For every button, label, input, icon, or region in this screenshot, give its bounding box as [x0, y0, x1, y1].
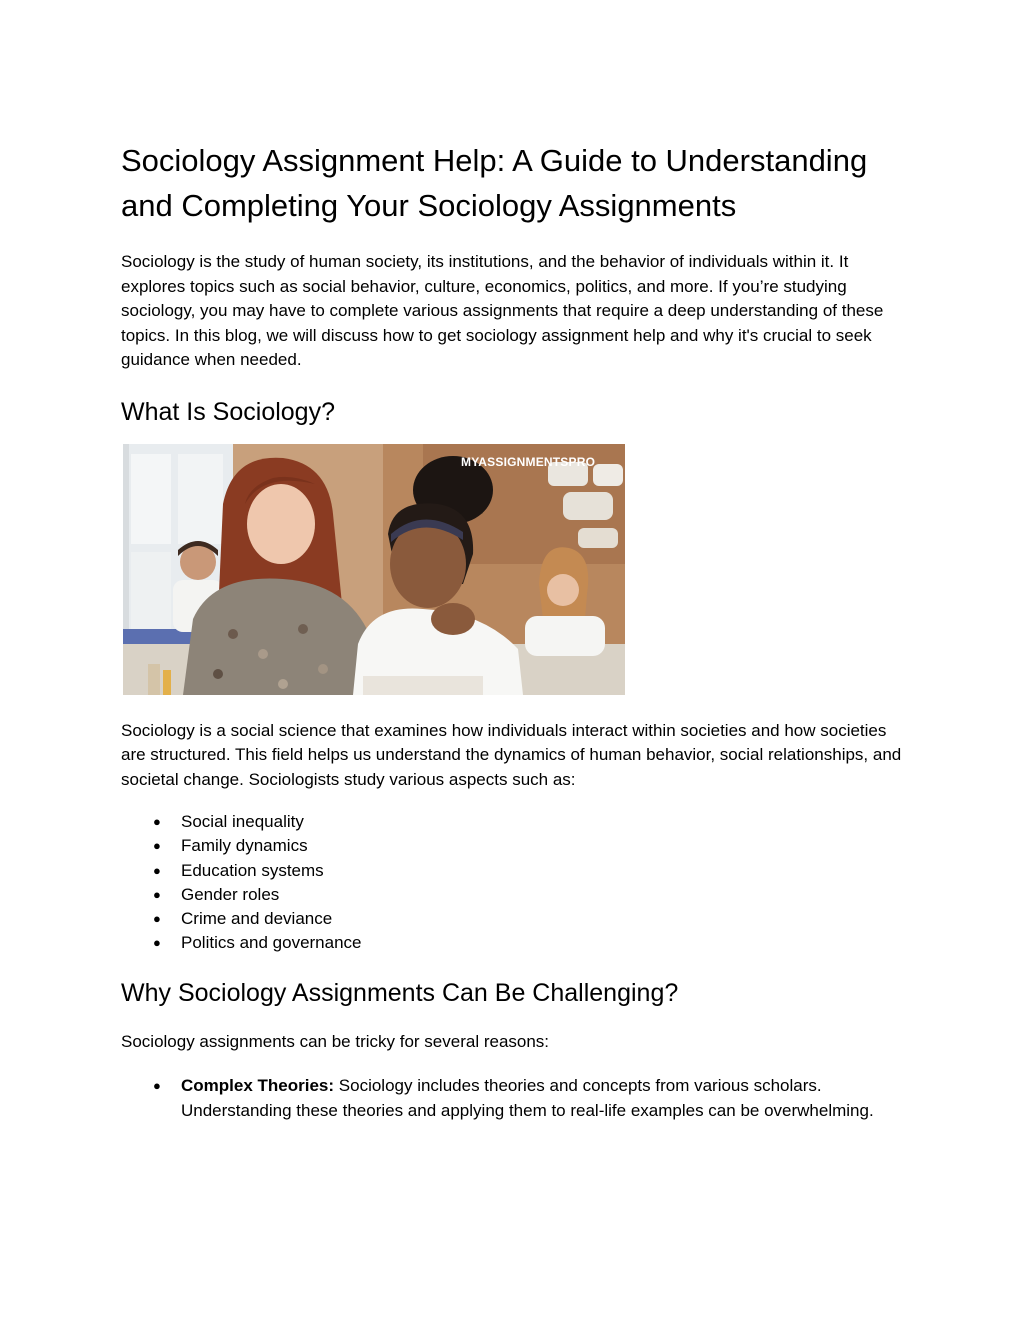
challenges-list [121, 1074, 911, 1123]
list-item-term: Complex Theories: [181, 1076, 335, 1096]
why-challenging-paragraph: Sociology assignments can be tricky for several reasons: [121, 1031, 550, 1051]
bullet-icon: ● [153, 814, 161, 829]
sociology-aspects-list [121, 810, 911, 956]
list-item: ● Family dynamics [121, 834, 911, 858]
document-page [121, 138, 911, 1123]
intro-paragraph: Sociology is the study of human society, its institutions, and the behavior of individuals within it. It explores topics such as social behavior, culture, economics, politics, and more. If you’re studying sociology, you may have to complete various assignments that require a deep understanding of these topics. In this blog, we will discuss how to get sociology assignment help and why it's crucial to seek guidance when needed. [121, 252, 884, 369]
image-watermark: MYASSIGNMENTSPRO [461, 454, 596, 469]
list-item: ● Social inequality [121, 810, 911, 834]
bullet-icon: ● [153, 862, 161, 878]
bullet-icon: ● [153, 838, 161, 854]
list-item: ● Education systems [121, 859, 911, 883]
list-item-text: Sociology includes theories and concepts from various scholars. Understanding these theories and applying them to real-life examples can be overwhelming. [181, 1076, 874, 1120]
list-item: ● Gender roles [121, 883, 911, 907]
bullet-icon: ● [153, 911, 161, 927]
list-item [121, 1074, 901, 1123]
page-title: Sociology Assignment Help: A Guide to Understanding and Completing Your Sociology Assignments [121, 143, 868, 223]
what-is-sociology-paragraph: Sociology is a social science that examines how individuals interact within societies and how societies are structured. This field helps us understand the dynamics of human behavior, social relationships, and societal change. Sociologists study various aspects such as: [121, 720, 902, 789]
list-item: ● Crime and deviance [121, 907, 911, 931]
classroom-photo [123, 444, 625, 695]
bullet-icon: ● [153, 935, 161, 951]
bullet-icon: ● [153, 886, 161, 902]
list-item: ● Politics and governance [121, 931, 911, 955]
heading-what-is-sociology: What Is Sociology? [121, 397, 335, 426]
bullet-icon: ● [153, 1078, 161, 1094]
heading-why-challenging: Why Sociology Assignments Can Be Challenging? [121, 978, 679, 1007]
